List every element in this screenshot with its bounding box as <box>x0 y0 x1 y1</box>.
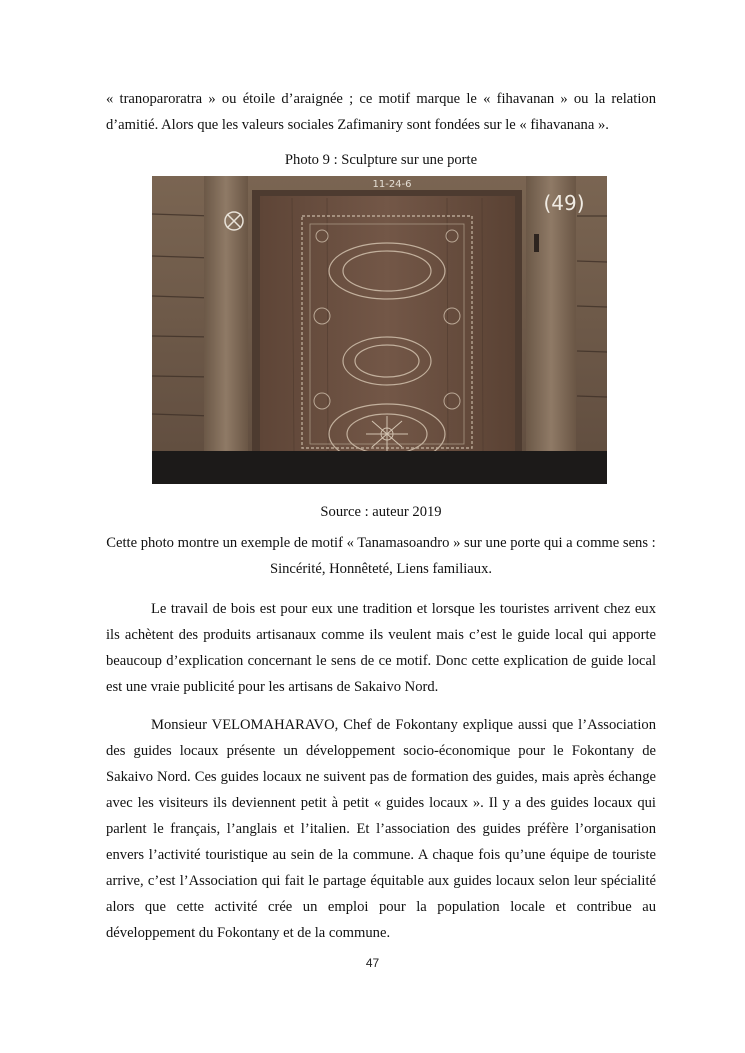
carved-door-illustration <box>152 176 607 484</box>
tanamasoandro-star-icon <box>366 416 408 452</box>
document-page <box>106 86 656 946</box>
door-hinge <box>534 234 539 252</box>
photo-number-mark: (49) <box>543 191 585 215</box>
photo-carved-door <box>152 176 607 484</box>
door-panel <box>260 196 515 451</box>
paragraph-intro: « tranoparoratra » ou étoile d’araignée ; ce motif marque le « fihavanan » ou la relation d’amitié. Alors que les valeurs sociales Zafimaniry sont fondées sur le « fihavanana ». <box>106 91 656 133</box>
photo-description: Cette photo montre un exemple de motif « Tanamasoandro » sur une porte qui a comme sens : Sincérité, Honnêteté, Liens familiaux. <box>106 535 656 577</box>
page-number: 47 <box>365 956 380 970</box>
photo-caption: Photo 9 : Sculpture sur une porte <box>284 152 478 168</box>
paragraph-chef-fokontany: Monsieur VELOMAHARAVO, Chef de Fokontany explique aussi que l’Association des guides locaux présente un développement socio-économique pour le Fokontany de Sakaivo Nord. Ces guides locaux ne suivent pas de formation des guides, mais après échange avec les visiteurs ils deviennent petit à petit « guides locaux ». Il y a des guides locaux qui parlent le français, l’anglais et l’italien. Et l’association des guides préfère l’organisation envers l’activité touristique au sein de la commune. A chaque fois qu’une équipe de touriste arrive, c’est l’Association qui fait le partage équitable aux guides locaux selon leur spécialité alors que cette activité crée un emploi pour la population locale et contribue au développement du Fokontany et de la commune. <box>106 717 656 941</box>
photo-top-mark: 11-24-6 <box>372 179 412 190</box>
photo-source: Source : auteur 2019 <box>320 504 442 520</box>
floor-shadow <box>152 451 607 484</box>
right-post <box>526 176 576 451</box>
paragraph-wood-work: Le travail de bois est pour eux une tradition et lorsque les touristes arrivent chez eux ils achètent des produits artisanaux comme ils veulent mais c’est le guide local qui apporte beaucoup d’explication concernant le sens de ce motif. Donc cette explication de guide local est une vraie publicité pour les artisans de Sakaivo Nord. <box>106 601 656 695</box>
